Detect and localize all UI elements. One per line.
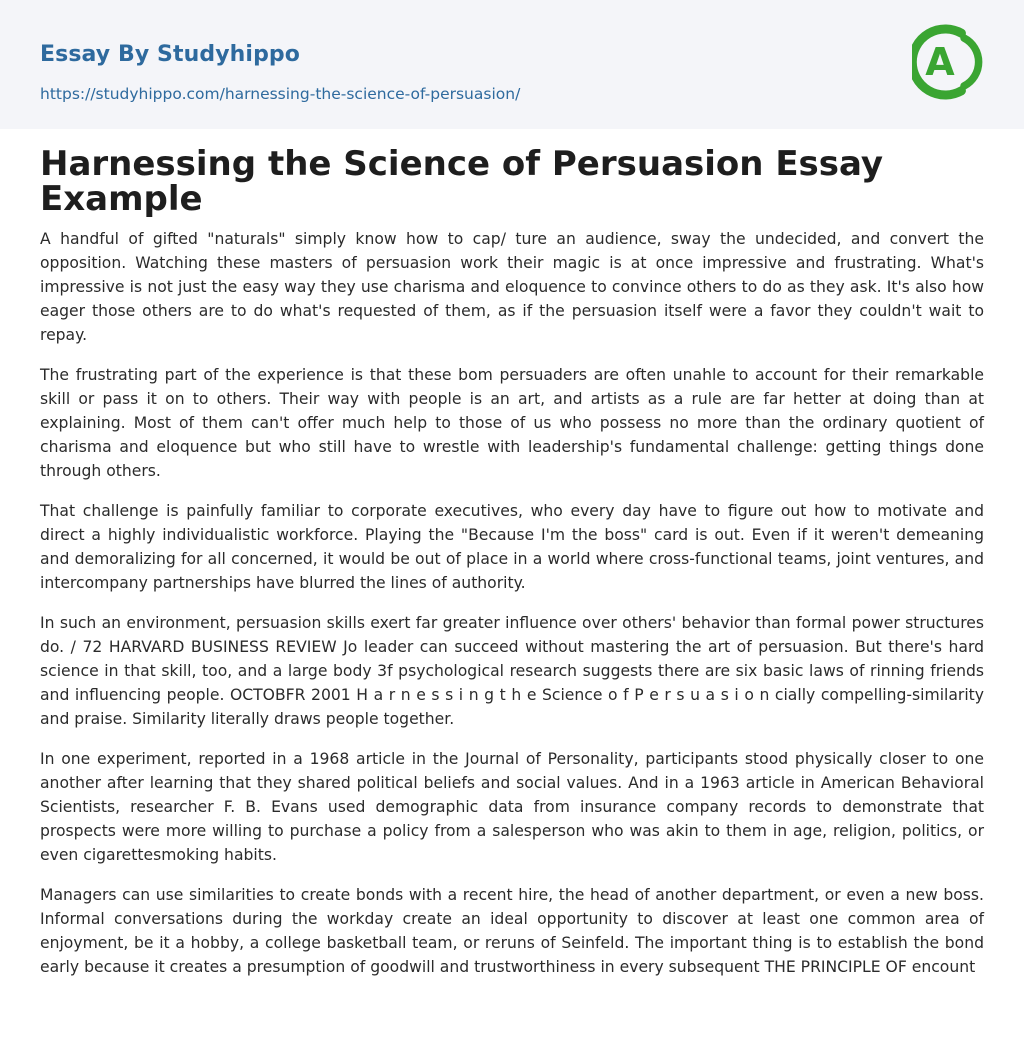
page-url-link[interactable]: https://studyhippo.com/harnessing-the-science-of-persuasion/ bbox=[40, 85, 521, 103]
site-brand[interactable]: Essay By Studyhippo bbox=[40, 42, 300, 67]
site-header bbox=[0, 0, 1024, 129]
paragraph: A handful of gifted "naturals" simply know how to cap/ ture an audience, sway the undecided, and convert the opposition. Watching these masters of persuasion work their magic is at once impressive and frustrating. What's impressive is not just the easy way they use charisma and eloquence to convince others to do as they ask. It's also how eager those others are to do what's requested of them, as if the persuasion itself were a favor they couldn't wait to repay. bbox=[40, 230, 984, 344]
paragraph: The frustrating part of the experience is that these bom persuaders are often unahle to account for their remarkable skill or pass it on to others. Their way with people is an art, and artists as a rule are far hetter at doing than at explaining. Most of them can't offer much help to those of us who possess no more than the ordinary quotient of charisma and eloquence but who still have to wrestle with leadership's fundamental challenge: getting things done through others. bbox=[40, 366, 984, 480]
logo-letter: A bbox=[925, 40, 955, 84]
paragraph: In such an environment, persuasion skills exert far greater influence over others' behavior than formal power structures do. / 72 HARVARD BUSINESS REVIEW Jo leader can succeed without mastering the art of persuasion. But there's hard science in that skill, too, and a large body 3f psychological research suggests there are six basic laws of rinning friends and influencing people. OCTOBFR 2001 H a r n e s s i n g t h e Science o f P e r s u a s i o n cially compelling-similarity and praise. Similarity literally draws people together. bbox=[40, 614, 984, 728]
paragraph: That challenge is painfully familiar to corporate executives, who every day have to figure out how to motivate and direct a highly individualistic workforce. Playing the "Because I'm the boss" card is out. Even if it weren't demeaning and demoralizing for all concerned, it would be out of place in a world where cross-functional teams, joint ventures, and intercompany partnerships have blurred the lines of authority. bbox=[40, 502, 984, 592]
paragraph: Managers can use similarities to create bonds with a recent hire, the head of another department, or even a new boss. Informal conversations during the workday create an ideal opportunity to discover at least one common area of enjoyment, be it a hobby, a college basketball team, or reruns of Seinfeld. The important thing is to establish the bond early because it creates a presumption of goodwill and trustworthiness in every subsequent THE PRINCIPLE OF encount bbox=[40, 886, 984, 976]
paragraph: In one experiment, reported in a 1968 article in the Journal of Personality, participants stood physically closer to one another after learning that they shared political beliefs and social values. And in a 1963 article in American Behavioral Scientists, researcher F. B. Evans used demographic data from insurance company records to demonstrate that prospects were more willing to purchase a policy from a salesperson who was akin to them in age, religion, politics, or even cigarettesmoking habits. bbox=[40, 750, 984, 864]
studyhippo-logo-icon[interactable] bbox=[912, 18, 988, 106]
article bbox=[0, 129, 1024, 979]
page-title: Harnessing the Science of Persuasion Essay Example bbox=[40, 144, 884, 219]
